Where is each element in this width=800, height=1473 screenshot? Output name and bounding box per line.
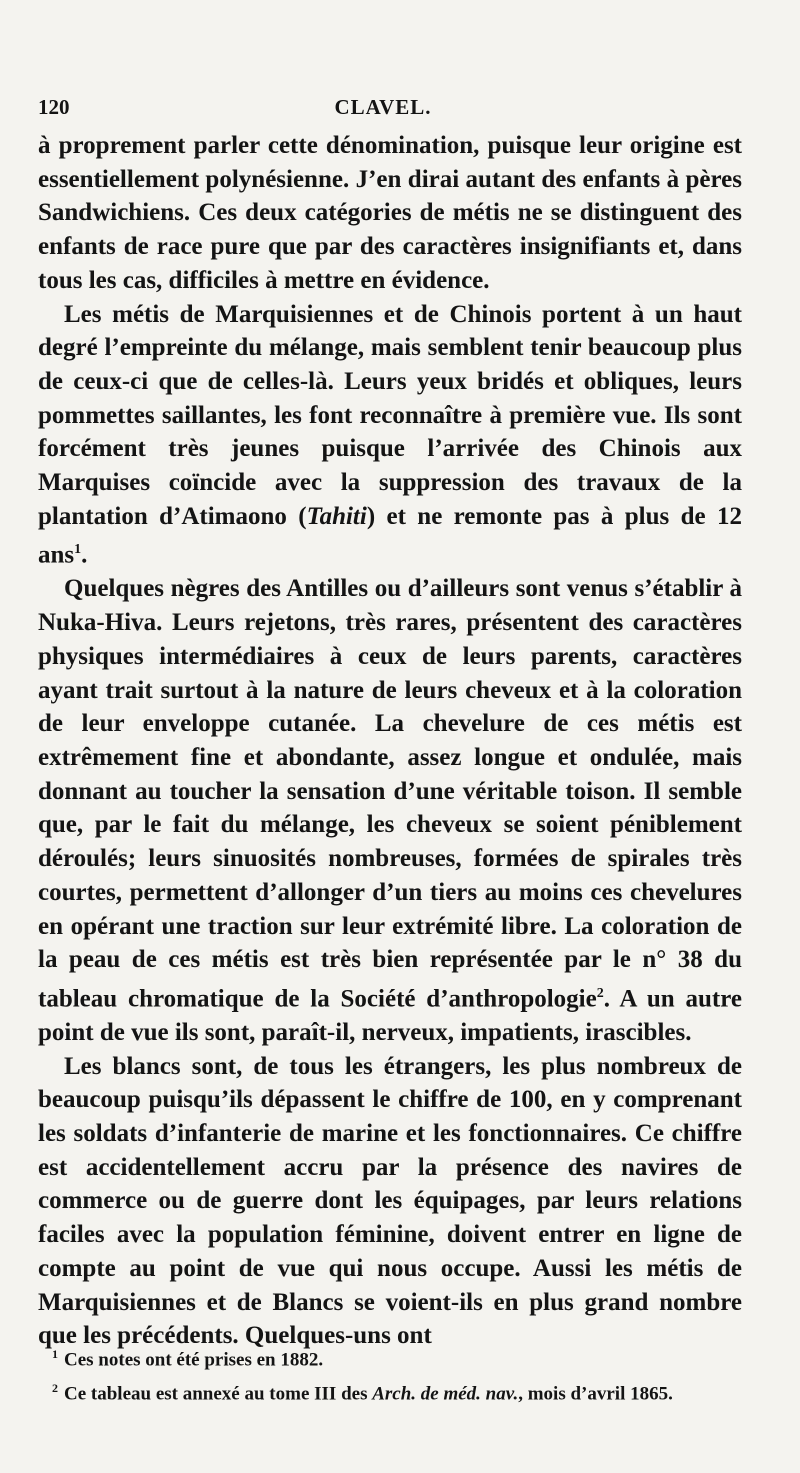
page-number: 120 xyxy=(38,95,70,119)
running-head: CLAVEL. xyxy=(334,95,432,119)
paragraph-3 xyxy=(38,572,742,1049)
footnote-2-italic: Arch. de méd. nav. xyxy=(372,1383,519,1405)
footnote-ref-1: 1 xyxy=(74,542,82,558)
paragraph-1: à proprement parler cette dénomination, puisque leur origine est essentiellement polynésienne. J’en dirai autant des enfants à pères Sandwichiens. Ces deux catégories de métis ne se distinguent des enfants de race pure que par des caractères insignifiants et, dans tous les cas, difficiles à mettre en évidence. xyxy=(38,132,742,294)
paragraph-4: Les blancs sont, de tous les étrangers, les plus nombreux de beaucoup puisqu’ils dépassent le chiffre de 100, en y comprenant les soldats d’infanterie de marine et les fonctionnaires. Ce chiffre est accidentellement accru par la présence des navires de commerce ou de guerre dont les équipages, par leurs relations faciles avec la population féminine, doivent entrer en ligne de compte au point de vue qui nous occupe. Aussi les métis de Marquisiennes et de Blancs se voient-ils en plus grand nombre que les précédents. Quelques-uns ont xyxy=(38,1052,742,1350)
footnote-2-text-b: , mois d’avril 1865. xyxy=(518,1383,673,1405)
footnotes xyxy=(38,1340,742,1409)
paragraph-3-text-a: Quelques nègres des Antilles ou d’ailleurs sont venus s’établir à Nuka-Hiva. Leurs rejetons, très rares, présentent des caractères physiques intermédiaires à ceux de leurs parents, caractères ayant trait surtout à la nature de leurs cheveux et à la coloration de leur enveloppe cutanée. La chevelure de ces métis est extrêmement fine et abondante, assez longue et ondulée, mais donnant au toucher la sensation d’une véritable toison. Il semble que, par le fait du mélange, les cheveux se soient péniblement déroulés; leurs sinuosités nombreuses, formées de spirales très courtes, permettent d’allonger d’un tiers au moins ces chevelures en opérant une traction sur leur extrémité libre. La coloration de la peau de ces métis est très bien représentée par le n° 38 du tableau chromatique de la Société d’anthropologie xyxy=(38,575,742,1013)
page-header xyxy=(38,95,728,125)
footnote-1 xyxy=(38,1340,742,1374)
footnote-1-mark: 1 xyxy=(52,1347,58,1361)
footnote-2 xyxy=(38,1374,742,1408)
paragraph-2 xyxy=(38,298,742,573)
paragraph-2-text-c: . xyxy=(81,541,88,569)
paragraph-2-italic: Tahiti xyxy=(306,502,367,530)
body-text xyxy=(38,129,742,1353)
footnote-2-text-a: Ce tableau est annexé au tome III des xyxy=(64,1383,373,1405)
paragraph-2-text-b: ) et ne remonte pas à plus de 12 ans xyxy=(38,502,742,569)
paragraph-3-text-b: . A un autre point de vue ils sont, paraît-il, nerveux, impatients, irascibles. xyxy=(38,985,742,1046)
paragraph-2-text-a: Les métis de Marquisiennes et de Chinois portent à un haut degré l’empreinte du mélange, mais semblent tenir beaucoup plus de ceux-ci que de celles-là. Leurs yeux bridés et obliques, leurs pommettes saillantes, les font reconnaître à première vue. Ils sont forcément très jeunes puisque l’arrivée des Chinois aux Marquises coïncide avec la suppression des travaux de la plantation d’Atimaono ( xyxy=(38,300,742,530)
footnote-ref-2: 2 xyxy=(596,985,604,1001)
footnote-1-text: Ces notes ont été prises en 1882. xyxy=(64,1349,324,1371)
footnote-2-mark: 2 xyxy=(52,1381,58,1396)
